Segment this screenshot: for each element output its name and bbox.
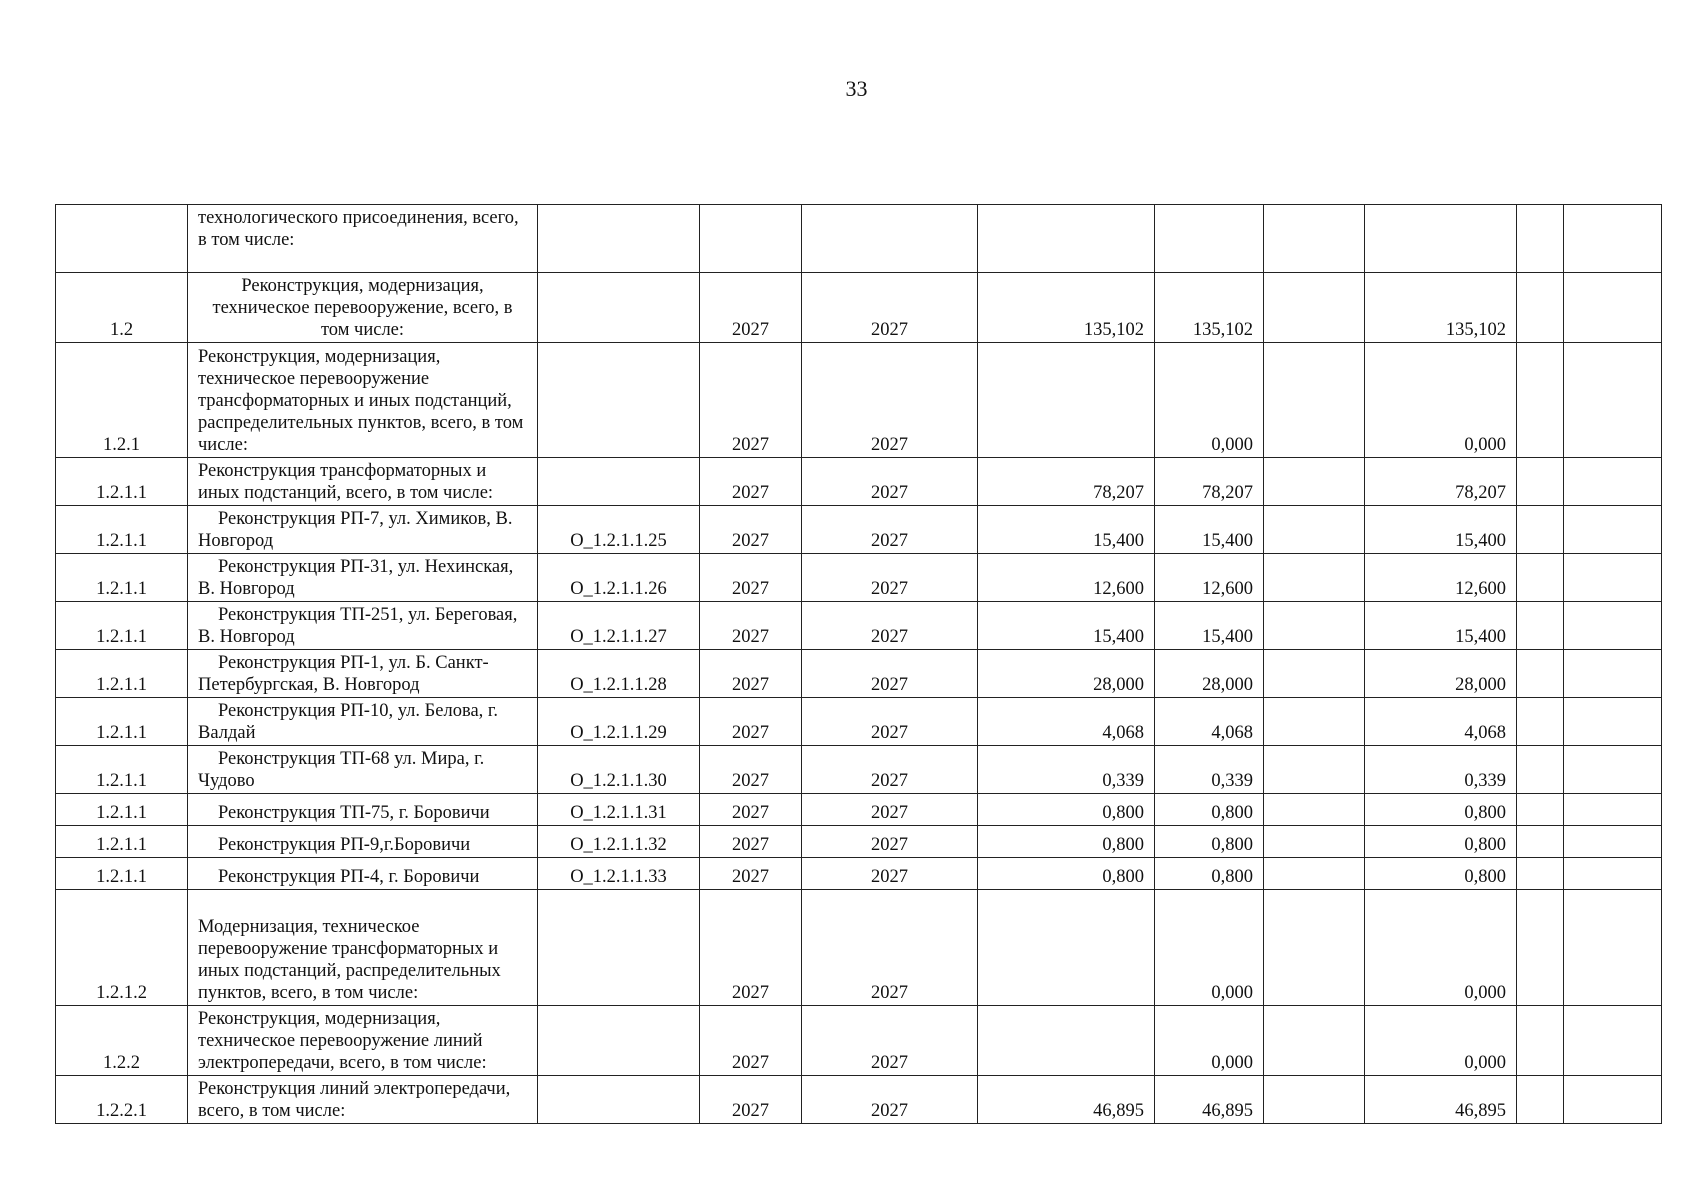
value-cell (978, 343, 1155, 458)
project-code-cell (538, 1006, 700, 1076)
value-cell: 0,800 (1365, 794, 1517, 826)
project-code-cell: О_1.2.1.1.32 (538, 826, 700, 858)
start-year-cell: 2027 (700, 890, 802, 1006)
value-cell: 0,000 (1155, 890, 1264, 1006)
value-cell: 15,400 (1155, 602, 1264, 650)
value-cell: 0,800 (978, 826, 1155, 858)
empty-cell (1264, 698, 1365, 746)
investment-program-table (55, 204, 1662, 1124)
start-year-cell: 2027 (700, 698, 802, 746)
row-name-cell (188, 826, 538, 858)
value-cell (978, 890, 1155, 1006)
empty-cell (1517, 794, 1564, 826)
value-cell: 15,400 (1365, 506, 1517, 554)
empty-cell (1264, 506, 1365, 554)
end-year-cell: 2027 (802, 890, 978, 1006)
value-cell (1365, 205, 1517, 273)
row-name-cell: Реконструкция, модернизация, техническое перевооружение, всего, в том числе: (188, 273, 538, 343)
empty-cell (1564, 343, 1662, 458)
start-year-cell: 2027 (700, 506, 802, 554)
end-year-cell: 2027 (802, 1076, 978, 1124)
table-row (56, 650, 1662, 698)
empty-cell (1264, 650, 1365, 698)
end-year-cell: 2027 (802, 602, 978, 650)
table-row (56, 458, 1662, 506)
empty-cell (1264, 858, 1365, 890)
start-year-cell: 2027 (700, 554, 802, 602)
end-year-cell: 2027 (802, 650, 978, 698)
value-cell: 28,000 (1365, 650, 1517, 698)
value-cell: 28,000 (978, 650, 1155, 698)
start-year-cell: 2027 (700, 458, 802, 506)
empty-cell (1517, 458, 1564, 506)
value-cell: 135,102 (978, 273, 1155, 343)
empty-cell (1264, 602, 1365, 650)
value-cell: 0,800 (1365, 858, 1517, 890)
value-cell: 12,600 (1155, 554, 1264, 602)
project-code-cell: О_1.2.1.1.27 (538, 602, 700, 650)
empty-cell (1564, 698, 1662, 746)
value-cell: 15,400 (978, 602, 1155, 650)
row-name-cell (188, 746, 538, 794)
row-name-cell: Реконструкция, модернизация, техническое перевооружение трансформаторных и иных подстанций, распределительных пунктов, всего, в том числе: (188, 343, 538, 458)
row-name-text: Реконструкция РП-4, г. Боровичи (218, 867, 480, 887)
page-number: 33 (845, 76, 868, 101)
empty-cell (1517, 602, 1564, 650)
end-year-cell: 2027 (802, 794, 978, 826)
row-number-cell: 1.2.1.1 (56, 826, 188, 858)
value-cell: 0,000 (1365, 890, 1517, 1006)
value-cell: 0,000 (1155, 1006, 1264, 1076)
empty-cell (1517, 554, 1564, 602)
value-cell: 15,400 (1155, 506, 1264, 554)
row-number-cell: 1.2.1.1 (56, 858, 188, 890)
empty-cell (1517, 506, 1564, 554)
row-name-cell: Реконструкция трансформаторных и иных подстанций, всего, в том числе: (188, 458, 538, 506)
empty-cell (1564, 794, 1662, 826)
empty-cell (1517, 343, 1564, 458)
end-year-cell: 2027 (802, 858, 978, 890)
table-row (56, 205, 1662, 273)
row-name-cell (188, 506, 538, 554)
value-cell: 15,400 (978, 506, 1155, 554)
value-cell: 0,000 (1365, 1006, 1517, 1076)
end-year-cell: 2027 (802, 1006, 978, 1076)
empty-cell (1564, 746, 1662, 794)
row-number-cell: 1.2.1.1 (56, 554, 188, 602)
start-year-cell: 2027 (700, 602, 802, 650)
row-number-cell: 1.2.1.1 (56, 506, 188, 554)
empty-cell (1564, 890, 1662, 1006)
project-code-cell (538, 343, 700, 458)
value-cell: 0,339 (978, 746, 1155, 794)
row-name-text: Реконструкция РП-10, ул. Белова, г. Валдай (198, 701, 499, 743)
project-code-cell: О_1.2.1.1.33 (538, 858, 700, 890)
empty-cell (1264, 826, 1365, 858)
start-year-cell: 2027 (700, 343, 802, 458)
empty-cell (1517, 273, 1564, 343)
value-cell: 0,339 (1155, 746, 1264, 794)
value-cell: 0,800 (978, 794, 1155, 826)
row-number-cell: 1.2.1.1 (56, 794, 188, 826)
project-code-cell (538, 458, 700, 506)
row-name-cell: технологического присоединения, всего, в том числе: (188, 205, 538, 273)
row-name-text: Реконструкция РП-31, ул. Нехинская, В. Новгород (198, 557, 514, 599)
empty-cell (1264, 794, 1365, 826)
empty-cell (1517, 858, 1564, 890)
empty-cell (1564, 1006, 1662, 1076)
start-year-cell: 2027 (700, 858, 802, 890)
table-row (56, 826, 1662, 858)
table-row (56, 698, 1662, 746)
row-name-text: Реконструкция ТП-251, ул. Береговая, В. Новгород (198, 605, 518, 647)
value-cell: 28,000 (1155, 650, 1264, 698)
empty-cell (1564, 826, 1662, 858)
empty-cell (1517, 650, 1564, 698)
row-name-cell (188, 858, 538, 890)
end-year-cell: 2027 (802, 746, 978, 794)
project-code-cell (538, 1076, 700, 1124)
table-row (56, 858, 1662, 890)
table-row (56, 554, 1662, 602)
empty-cell (1564, 858, 1662, 890)
table-row (56, 890, 1662, 1006)
table-row (56, 273, 1662, 343)
row-name-cell: Реконструкция линий электропередачи, всего, в том числе: (188, 1076, 538, 1124)
value-cell: 0,800 (1155, 794, 1264, 826)
project-code-cell: О_1.2.1.1.25 (538, 506, 700, 554)
end-year-cell: 2027 (802, 343, 978, 458)
empty-cell (1264, 746, 1365, 794)
row-name-cell: Модернизация, техническое перевооружение трансформаторных и иных подстанций, распределительных пунктов, всего, в том числе: (188, 890, 538, 1006)
row-name-text: Реконструкция РП-9,г.Боровичи (218, 835, 471, 855)
table-row (56, 343, 1662, 458)
empty-cell (1264, 1076, 1365, 1124)
row-number-cell: 1.2.2.1 (56, 1076, 188, 1124)
value-cell: 4,068 (1365, 698, 1517, 746)
value-cell: 15,400 (1365, 602, 1517, 650)
value-cell: 78,207 (978, 458, 1155, 506)
end-year-cell: 2027 (802, 273, 978, 343)
project-code-cell (538, 205, 700, 273)
empty-cell (1517, 1076, 1564, 1124)
start-year-cell: 2027 (700, 1006, 802, 1076)
row-name-cell (188, 602, 538, 650)
row-number-cell: 1.2 (56, 273, 188, 343)
project-code-cell: О_1.2.1.1.26 (538, 554, 700, 602)
value-cell: 46,895 (978, 1076, 1155, 1124)
empty-cell (1564, 602, 1662, 650)
value-cell: 12,600 (978, 554, 1155, 602)
value-cell: 135,102 (1155, 273, 1264, 343)
value-cell: 46,895 (1155, 1076, 1264, 1124)
empty-cell (1517, 205, 1564, 273)
project-code-cell: О_1.2.1.1.31 (538, 794, 700, 826)
project-code-cell: О_1.2.1.1.28 (538, 650, 700, 698)
value-cell: 4,068 (978, 698, 1155, 746)
table-row (56, 794, 1662, 826)
row-name-cell (188, 650, 538, 698)
start-year-cell: 2027 (700, 794, 802, 826)
value-cell (978, 205, 1155, 273)
empty-cell (1564, 506, 1662, 554)
row-number-cell: 1.2.1.1 (56, 650, 188, 698)
value-cell: 0,800 (1365, 826, 1517, 858)
empty-cell (1564, 273, 1662, 343)
value-cell (978, 1006, 1155, 1076)
empty-cell (1264, 1006, 1365, 1076)
row-name-text: Реконструкция ТП-68 ул. Мира, г. Чудово (198, 749, 485, 791)
empty-cell (1517, 746, 1564, 794)
project-code-cell (538, 273, 700, 343)
value-cell: 46,895 (1365, 1076, 1517, 1124)
empty-cell (1564, 650, 1662, 698)
end-year-cell (802, 205, 978, 273)
table-row (56, 1006, 1662, 1076)
start-year-cell: 2027 (700, 1076, 802, 1124)
row-name-text: Реконструкция РП-1, ул. Б. Санкт-Петербургская, В. Новгород (198, 653, 489, 695)
empty-cell (1517, 1006, 1564, 1076)
table-body (56, 205, 1662, 1124)
empty-cell (1564, 458, 1662, 506)
empty-cell (1264, 890, 1365, 1006)
value-cell: 135,102 (1365, 273, 1517, 343)
row-name-cell (188, 794, 538, 826)
table-row (56, 506, 1662, 554)
value-cell: 0,000 (1365, 343, 1517, 458)
value-cell: 78,207 (1155, 458, 1264, 506)
row-number-cell: 1.2.1.1 (56, 746, 188, 794)
start-year-cell: 2027 (700, 746, 802, 794)
start-year-cell (700, 205, 802, 273)
row-number-cell: 1.2.1.1 (56, 698, 188, 746)
end-year-cell: 2027 (802, 826, 978, 858)
row-name-text: Реконструкция РП-7, ул. Химиков, В. Новгород (198, 509, 513, 551)
empty-cell (1264, 273, 1365, 343)
value-cell: 0,800 (1155, 826, 1264, 858)
row-number-cell: 1.2.1.2 (56, 890, 188, 1006)
empty-cell (1517, 698, 1564, 746)
table-row (56, 746, 1662, 794)
value-cell: 78,207 (1365, 458, 1517, 506)
empty-cell (1517, 890, 1564, 1006)
start-year-cell: 2027 (700, 826, 802, 858)
row-name-cell (188, 554, 538, 602)
row-name-cell (188, 698, 538, 746)
row-number-cell: 1.2.1 (56, 343, 188, 458)
row-number-cell (56, 205, 188, 273)
end-year-cell: 2027 (802, 458, 978, 506)
end-year-cell: 2027 (802, 506, 978, 554)
row-number-cell: 1.2.1.1 (56, 458, 188, 506)
empty-cell (1264, 205, 1365, 273)
table-row (56, 1076, 1662, 1124)
row-number-cell: 1.2.1.1 (56, 602, 188, 650)
end-year-cell: 2027 (802, 554, 978, 602)
value-cell: 4,068 (1155, 698, 1264, 746)
row-number-cell: 1.2.2 (56, 1006, 188, 1076)
value-cell: 0,800 (1155, 858, 1264, 890)
table-row (56, 602, 1662, 650)
row-name-text: Реконструкция ТП-75, г. Боровичи (218, 803, 490, 823)
empty-cell (1564, 205, 1662, 273)
empty-cell (1517, 826, 1564, 858)
empty-cell (1564, 1076, 1662, 1124)
value-cell (1155, 205, 1264, 273)
row-name-cell: Реконструкция, модернизация, техническое перевооружение линий электропередачи, всего, в том числе: (188, 1006, 538, 1076)
value-cell: 0,339 (1365, 746, 1517, 794)
project-code-cell: О_1.2.1.1.29 (538, 698, 700, 746)
empty-cell (1264, 554, 1365, 602)
project-code-cell: О_1.2.1.1.30 (538, 746, 700, 794)
end-year-cell: 2027 (802, 698, 978, 746)
value-cell: 12,600 (1365, 554, 1517, 602)
empty-cell (1264, 343, 1365, 458)
start-year-cell: 2027 (700, 650, 802, 698)
empty-cell (1564, 554, 1662, 602)
start-year-cell: 2027 (700, 273, 802, 343)
value-cell: 0,800 (978, 858, 1155, 890)
value-cell: 0,000 (1155, 343, 1264, 458)
project-code-cell (538, 890, 700, 1006)
empty-cell (1264, 458, 1365, 506)
